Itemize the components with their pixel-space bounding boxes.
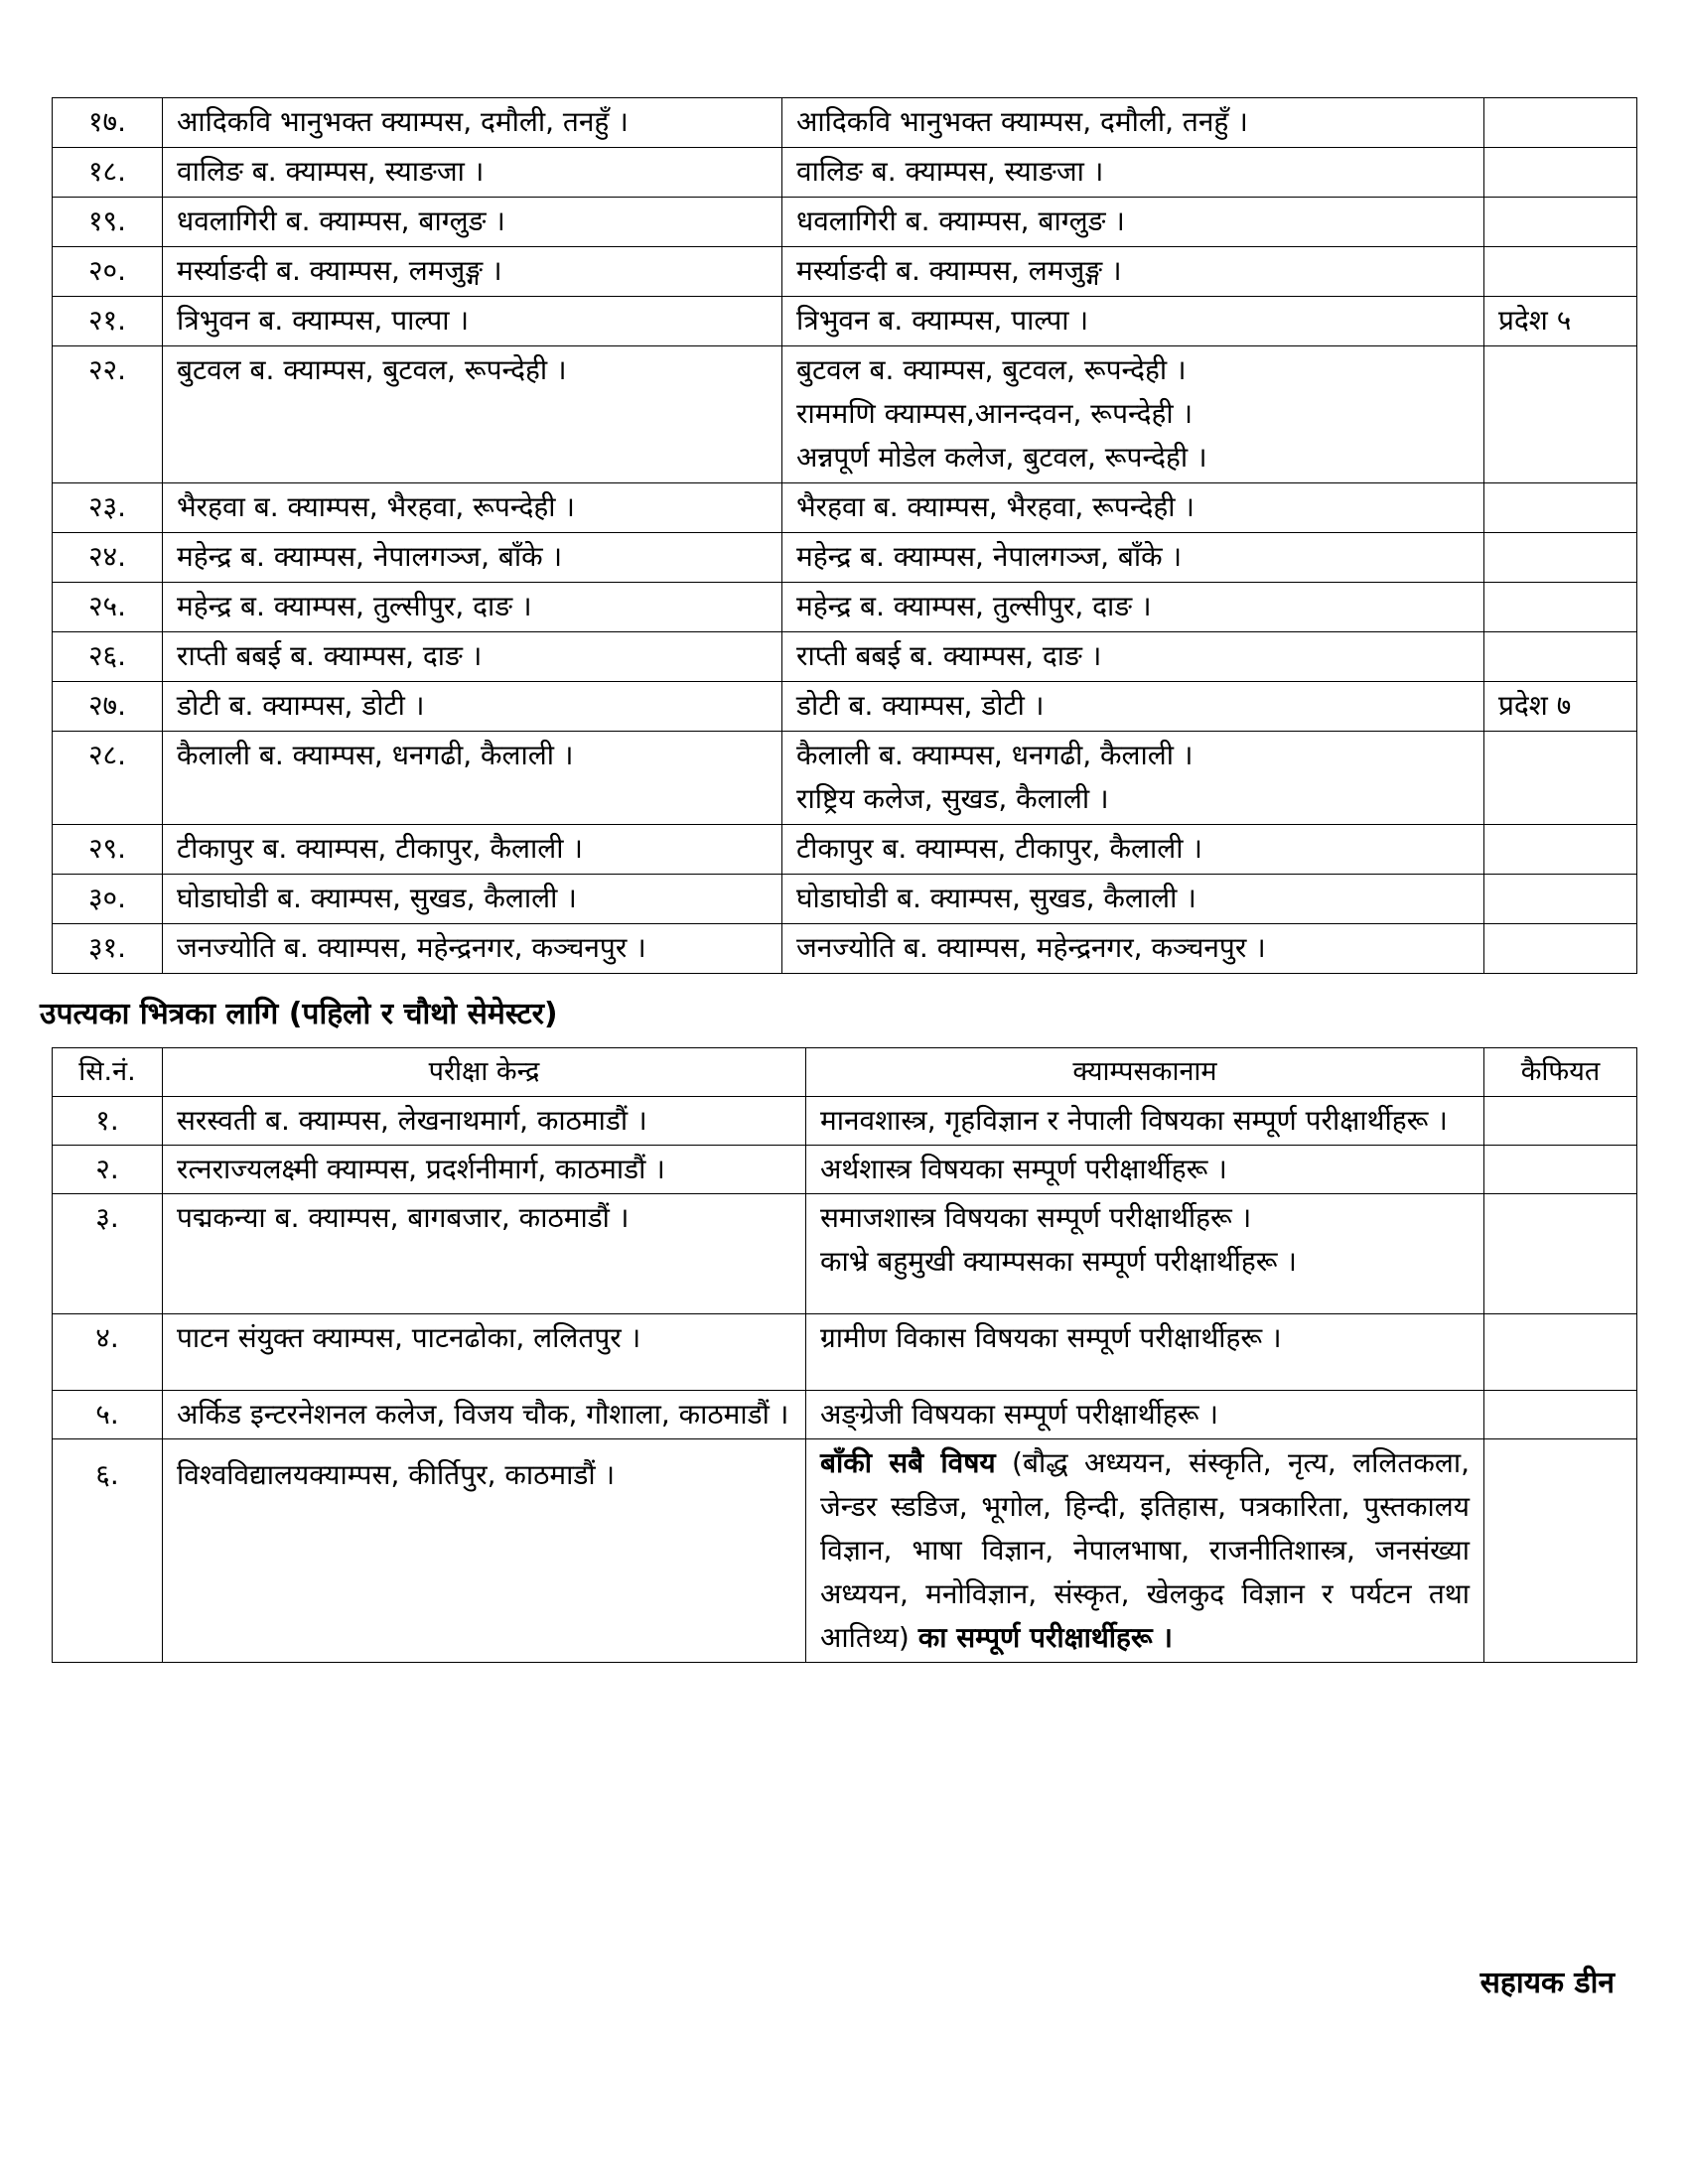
remarks: प्रदेश ७ bbox=[1484, 682, 1637, 732]
campus-list bbox=[782, 483, 1484, 533]
exam-center: महेन्द्र ब. क्याम्पस, नेपालगञ्ज, बाँके । bbox=[163, 533, 782, 583]
table-row bbox=[53, 1439, 1637, 1663]
campus-list bbox=[782, 825, 1484, 875]
exam-center: मर्स्याङदी ब. क्याम्पस, लमजुङ्ग । bbox=[163, 247, 782, 297]
campus-list bbox=[782, 247, 1484, 297]
table-row bbox=[53, 148, 1637, 198]
exam-center: महेन्द्र ब. क्याम्पस, तुल्सीपुर, दाङ । bbox=[163, 583, 782, 632]
serial-number: ३. bbox=[53, 1194, 163, 1314]
exam-center: अर्किड इन्टरनेशनल कलेज, विजय चौक, गौशाला, काठमाडौं । bbox=[163, 1391, 806, 1439]
remarks: प्रदेश ५ bbox=[1484, 297, 1637, 346]
serial-number: ३०. bbox=[53, 875, 163, 924]
campus-line: अर्थशास्त्र विषयका सम्पूर्ण परीक्षार्थीहरू । bbox=[820, 1153, 1227, 1185]
remaining-subjects-label: बाँकी सबै विषय bbox=[820, 1446, 996, 1479]
remarks bbox=[1484, 875, 1637, 924]
table-row bbox=[53, 732, 1637, 825]
valley-section-heading: उपत्यका भित्रका लागि (पहिलो र चौथो सेमेस्टर) bbox=[40, 997, 558, 1031]
table-row bbox=[53, 297, 1637, 346]
campus-line: मानवशास्त्र, गृहविज्ञान र नेपाली विषयका सम्पूर्ण परीक्षार्थीहरू । bbox=[820, 1104, 1448, 1137]
table-row bbox=[53, 1194, 1637, 1314]
exam-center: सरस्वती ब. क्याम्पस, लेखनाथमार्ग, काठमाडौं । bbox=[163, 1097, 806, 1146]
campus-list bbox=[782, 732, 1484, 825]
serial-number: २. bbox=[53, 1146, 163, 1194]
campus-list bbox=[782, 583, 1484, 632]
campus-name: घोडाघोडी ब. क्याम्पस, सुखड, कैलाली । bbox=[796, 882, 1196, 914]
campus-name: महेन्द्र ब. क्याम्पस, तुल्सीपुर, दाङ । bbox=[796, 590, 1152, 622]
campus-description bbox=[806, 1097, 1484, 1146]
remarks bbox=[1484, 247, 1637, 297]
table-row bbox=[53, 483, 1637, 533]
serial-number: ६. bbox=[53, 1439, 163, 1663]
campus-list bbox=[782, 98, 1484, 148]
campus-description bbox=[806, 1439, 1484, 1663]
table2-body bbox=[53, 1097, 1637, 1663]
all-examinees-label: का सम्पूर्ण परीक्षार्थीहरू । bbox=[917, 1621, 1174, 1654]
campus-description bbox=[806, 1194, 1484, 1314]
remarks bbox=[1484, 1146, 1637, 1194]
signature-assistant-dean: सहायक डीन bbox=[1479, 1966, 1615, 2000]
subject-list: (बौद्ध अध्ययन, संस्कृति, नृत्य, ललितकला, जेन्डर स्डडिज, भूगोल, हिन्दी, इतिहास, पत्रकारिता, पुस्तकालय विज्ञान, भाषा विज्ञान, नेपालभाषा, राजनीतिशास्त्र, जनसंख्या अध्ययन, मनोविज्ञान, संस्कृत, खेलकुद विज्ञान र पर्यटन तथा आतिथ्य) bbox=[820, 1446, 1471, 1654]
table-row bbox=[53, 632, 1637, 682]
exam-center: विश्वविद्यालयक्याम्पस, कीर्तिपुर, काठमाडौं । bbox=[163, 1439, 806, 1663]
serial-number: १९. bbox=[53, 198, 163, 247]
table-row bbox=[53, 1314, 1637, 1391]
campus-name: राप्ती बबई ब. क्याम्पस, दाङ । bbox=[796, 639, 1102, 672]
campus-description bbox=[806, 1391, 1484, 1439]
remarks bbox=[1484, 533, 1637, 583]
table1-body bbox=[53, 98, 1637, 974]
exam-center: राप्ती बबई ब. क्याम्पस, दाङ । bbox=[163, 632, 782, 682]
serial-number: २२. bbox=[53, 346, 163, 483]
remarks bbox=[1484, 924, 1637, 974]
campus-list bbox=[782, 148, 1484, 198]
campus-line: ग्रामीण विकास विषयका सम्पूर्ण परीक्षार्थीहरू । bbox=[820, 1321, 1282, 1354]
exam-center: कैलाली ब. क्याम्पस, धनगढी, कैलाली । bbox=[163, 732, 782, 825]
serial-number: २३. bbox=[53, 483, 163, 533]
table-row bbox=[53, 346, 1637, 483]
exam-center-table-outside-valley bbox=[52, 97, 1637, 974]
remarks bbox=[1484, 1194, 1637, 1314]
table2-header-row bbox=[53, 1048, 1637, 1097]
table-row bbox=[53, 825, 1637, 875]
serial-number: २१. bbox=[53, 297, 163, 346]
campus-name: टीकापुर ब. क्याम्पस, टीकापुर, कैलाली । bbox=[796, 832, 1202, 865]
serial-number: ५. bbox=[53, 1391, 163, 1439]
campus-list bbox=[782, 924, 1484, 974]
serial-number: ४. bbox=[53, 1314, 163, 1391]
table-row bbox=[53, 924, 1637, 974]
serial-number: २५. bbox=[53, 583, 163, 632]
exam-center: पाटन संयुक्त क्याम्पस, पाटनढोका, ललितपुर । bbox=[163, 1314, 806, 1391]
remarks bbox=[1484, 825, 1637, 875]
exam-center: आदिकवि भानुभक्त क्याम्पस, दमौली, तनहुँ । bbox=[163, 98, 782, 148]
table-row bbox=[53, 1146, 1637, 1194]
campus-name: त्रिभुवन ब. क्याम्पस, पाल्पा । bbox=[796, 304, 1089, 337]
table-row bbox=[53, 682, 1637, 732]
table-row bbox=[53, 98, 1637, 148]
campus-name: राष्ट्रिय कलेज, सुखड, कैलाली । bbox=[796, 782, 1109, 815]
remarks bbox=[1484, 1314, 1637, 1391]
remarks bbox=[1484, 732, 1637, 825]
remarks bbox=[1484, 198, 1637, 247]
campus-name: वालिङ ब. क्याम्पस, स्याङजा । bbox=[796, 155, 1104, 188]
exam-center: त्रिभुवन ब. क्याम्पस, पाल्पा । bbox=[163, 297, 782, 346]
campus-name: मर्स्याङदी ब. क्याम्पस, लमजुङ्ग । bbox=[796, 254, 1122, 287]
header-remarks: कैफियत bbox=[1484, 1048, 1637, 1097]
campus-list bbox=[782, 533, 1484, 583]
exam-center: भैरहवा ब. क्याम्पस, भैरहवा, रूपन्देही । bbox=[163, 483, 782, 533]
header-campus-name: क्याम्पसकानाम bbox=[806, 1048, 1484, 1097]
campus-list bbox=[782, 632, 1484, 682]
table-row bbox=[53, 1391, 1637, 1439]
serial-number: ३१. bbox=[53, 924, 163, 974]
exam-center: बुटवल ब. क्याम्पस, बुटवल, रूपन्देही । bbox=[163, 346, 782, 483]
serial-number: १७. bbox=[53, 98, 163, 148]
remarks bbox=[1484, 148, 1637, 198]
table-row bbox=[53, 247, 1637, 297]
header-exam-center: परीक्षा केन्द्र bbox=[163, 1048, 806, 1097]
table-row bbox=[53, 583, 1637, 632]
exam-center: रत्नराज्यलक्ष्मी क्याम्पस, प्रदर्शनीमार्ग, काठमाडौं । bbox=[163, 1146, 806, 1194]
campus-name: डोटी ब. क्याम्पस, डोटी । bbox=[796, 689, 1045, 722]
campus-list bbox=[782, 346, 1484, 483]
serial-number: १. bbox=[53, 1097, 163, 1146]
remarks bbox=[1484, 632, 1637, 682]
exam-center: पद्मकन्या ब. क्याम्पस, बागबजार, काठमाडौं । bbox=[163, 1194, 806, 1314]
header-sn: सि.नं. bbox=[53, 1048, 163, 1097]
campus-name: धवलागिरी ब. क्याम्पस, बाग्लुङ । bbox=[796, 205, 1125, 237]
serial-number: २४. bbox=[53, 533, 163, 583]
serial-number: २८. bbox=[53, 732, 163, 825]
exam-center: धवलागिरी ब. क्याम्पस, बाग्लुङ । bbox=[163, 198, 782, 247]
serial-number: २७. bbox=[53, 682, 163, 732]
campus-name: अन्नपूर्ण मोडेल कलेज, बुटवल, रूपन्देही । bbox=[796, 441, 1207, 474]
remarks bbox=[1484, 483, 1637, 533]
campus-name: महेन्द्र ब. क्याम्पस, नेपालगञ्ज, बाँके । bbox=[796, 540, 1183, 573]
remarks bbox=[1484, 583, 1637, 632]
campus-name: भैरहवा ब. क्याम्पस, भैरहवा, रूपन्देही । bbox=[796, 490, 1195, 523]
table-row bbox=[53, 198, 1637, 247]
exam-center: टीकापुर ब. क्याम्पस, टीकापुर, कैलाली । bbox=[163, 825, 782, 875]
campus-line: अङ्ग्रेजी विषयका सम्पूर्ण परीक्षार्थीहरू । bbox=[820, 1398, 1218, 1431]
remarks bbox=[1484, 98, 1637, 148]
campus-description bbox=[806, 1314, 1484, 1391]
campus-line: समाजशास्त्र विषयका सम्पूर्ण परीक्षार्थीहरू । bbox=[820, 1201, 1252, 1234]
remarks bbox=[1484, 1097, 1637, 1146]
campus-description bbox=[806, 1146, 1484, 1194]
campus-name: आदिकवि भानुभक्त क्याम्पस, दमौली, तनहुँ । bbox=[796, 105, 1248, 138]
serial-number: २६. bbox=[53, 632, 163, 682]
campus-list bbox=[782, 875, 1484, 924]
exam-center: डोटी ब. क्याम्पस, डोटी । bbox=[163, 682, 782, 732]
serial-number: १८. bbox=[53, 148, 163, 198]
campus-name: कैलाली ब. क्याम्पस, धनगढी, कैलाली । bbox=[796, 739, 1194, 771]
serial-number: २०. bbox=[53, 247, 163, 297]
exam-center: घोडाघोडी ब. क्याम्पस, सुखड, कैलाली । bbox=[163, 875, 782, 924]
table-row bbox=[53, 1097, 1637, 1146]
campus-list bbox=[782, 297, 1484, 346]
exam-center: वालिङ ब. क्याम्पस, स्याङजा । bbox=[163, 148, 782, 198]
exam-center-table-valley bbox=[52, 1047, 1637, 1663]
table-row bbox=[53, 875, 1637, 924]
campus-name: बुटवल ब. क्याम्पस, बुटवल, रूपन्देही । bbox=[796, 353, 1187, 386]
campus-name: राममणि क्याम्पस,आनन्दवन, रूपन्देही । bbox=[796, 397, 1194, 430]
table-row bbox=[53, 533, 1637, 583]
serial-number: २९. bbox=[53, 825, 163, 875]
campus-line: काभ्रे बहुमुखी क्याम्पसका सम्पूर्ण परीक्षार्थीहरू । bbox=[820, 1245, 1298, 1278]
campus-list bbox=[782, 682, 1484, 732]
remarks bbox=[1484, 346, 1637, 483]
remarks bbox=[1484, 1439, 1637, 1663]
campus-name: जनज्योति ब. क्याम्पस, महेन्द्रनगर, कञ्चनपुर । bbox=[796, 931, 1266, 964]
exam-center: जनज्योति ब. क्याम्पस, महेन्द्रनगर, कञ्चनपुर । bbox=[163, 924, 782, 974]
remarks bbox=[1484, 1391, 1637, 1439]
campus-list bbox=[782, 198, 1484, 247]
